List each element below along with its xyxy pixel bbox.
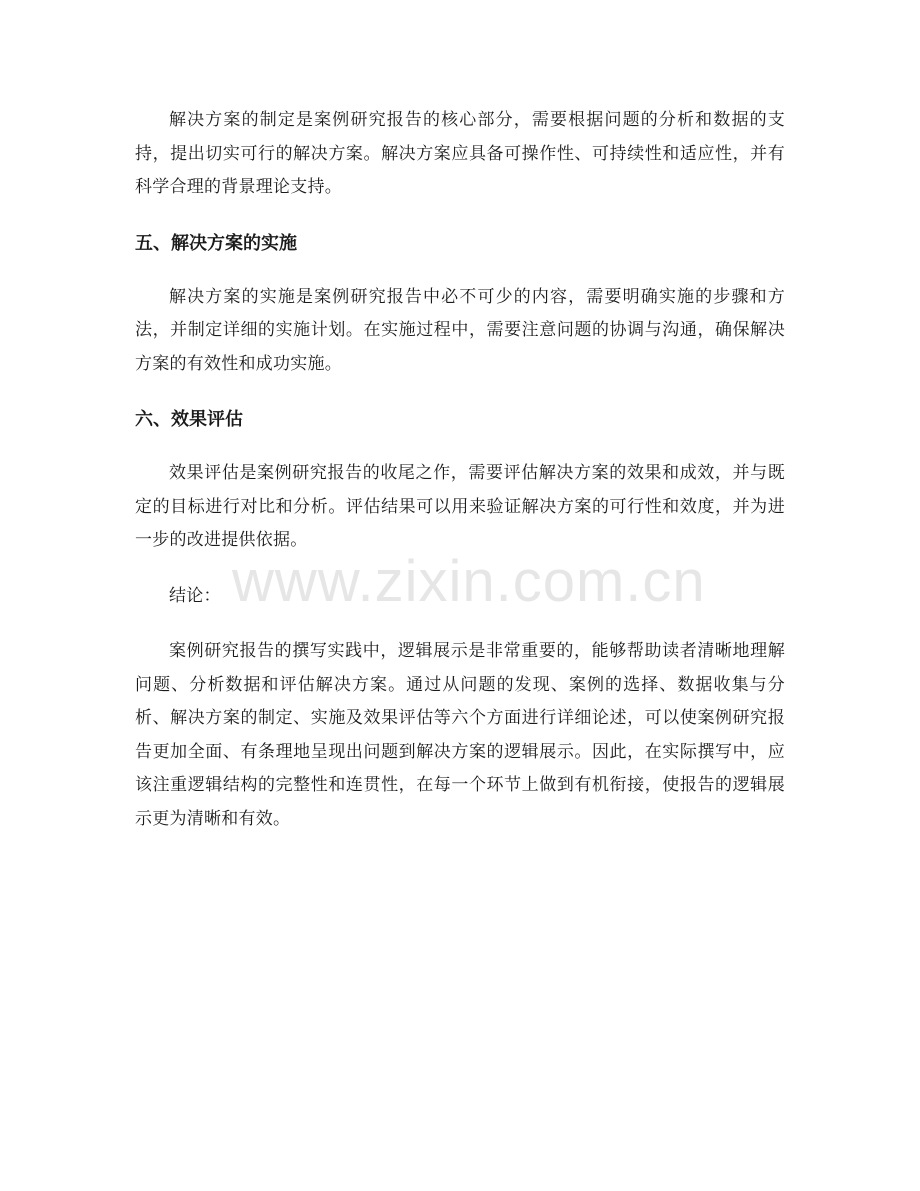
section-heading-implementation: 五、解决方案的实施 — [135, 232, 297, 254]
conclusion-label: 结论： — [169, 585, 221, 606]
document-body — [135, 104, 785, 858]
section-heading-evaluation: 六、效果评估 — [135, 409, 243, 430]
paragraph-conclusion: 案例研究报告的撰写实践中，逻辑展示是非常重要的，能够帮助读者清晰地理解问题、分析数据和评估解决方案。通过从问题的发现、案例的选择、数据收集与分析、解决方案的制定、实施及效果评估等六个方面进行详细论述，可以使案例研究报告更加全面、有条理地呈现出问题到解决方案的逻辑展示。因此，在实际撰写中，应该注重逻辑结构的完整性和连贯性，在每一个环节上做到有机衔接，使报告的逻辑展示更为清晰和有效。 — [135, 641, 785, 829]
paragraph-solution-formulation: 解决方案的制定是案例研究报告的核心部分，需要根据问题的分析和数据的支持，提出切实可行的解决方案。解决方案应具备可操作性、可持续性和适应性，并有科学合理的背景理论支持。 — [135, 110, 785, 197]
watermark: www.zixin.com.cn — [232, 549, 706, 614]
paragraph-effect-evaluation: 效果评估是案例研究报告的收尾之作，需要评估解决方案的效果和成效，并与既定的目标进行对比和分析。评估结果可以用来验证解决方案的可行性和效度，并为进一步的改进提供依据。 — [135, 463, 785, 550]
paragraph-solution-implementation: 解决方案的实施是案例研究报告中必不可少的内容，需要明确实施的步骤和方法，并制定详细的实施计划。在实施过程中，需要注意问题的协调与沟通，确保解决方案的有效性和成功实施。 — [135, 286, 785, 374]
